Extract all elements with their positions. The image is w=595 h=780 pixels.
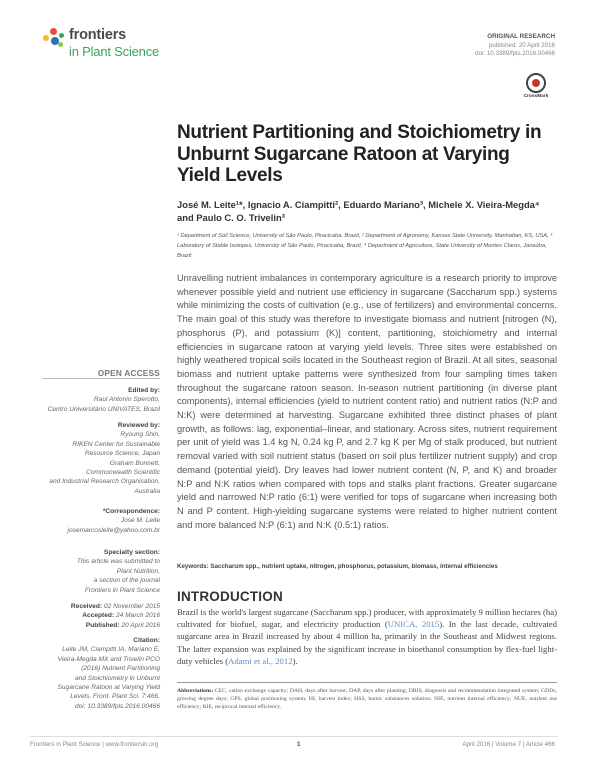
correspondence-name: José M. Leite xyxy=(120,517,160,525)
doi-link[interactable]: doi: 10.3389/fpls.2016.00466 xyxy=(475,50,555,57)
abbreviations: Abbreviations: CEC, cation exchange capacity; DAH, days after harvest; DAP, days after planting; DRIS, diagnosis and recommendation integrated system; GDDs, growing degree days; GPS, global positioning system; HI, harvest index; HSS, humic substances solution; NIE, nutrient internal efficiency; NUE, nutrient use efficiency; RIE, reciprocal internal efficiency. xyxy=(177,688,557,711)
footer-volume: April 2016 | Volume 7 | Article 466 xyxy=(462,741,555,748)
section-heading: Specialty section: xyxy=(103,549,160,556)
correspondence-section xyxy=(30,507,160,535)
specialty-line: Frontiers in Plant Science xyxy=(84,586,160,594)
published-date: published: 20 April 2016 xyxy=(488,41,555,49)
reviewer-line: and Industrial Research Organisation, xyxy=(49,478,160,486)
received-date: Received: 02 November 2015 xyxy=(70,603,160,610)
frontiers-logo-icon xyxy=(42,28,66,50)
dates-section xyxy=(30,602,160,630)
section-heading: Edited by: xyxy=(128,387,160,394)
article-meta xyxy=(475,33,555,59)
reviewer-line: Ryoung Shin, xyxy=(120,431,160,439)
article-type: ORIGINAL RESEARCH xyxy=(487,33,555,40)
reviewer-line: Graham Bonnett, xyxy=(109,459,160,467)
correspondence-email[interactable]: josemarcosleite@yahoo.com.br xyxy=(67,526,160,534)
section-heading-introduction: INTRODUCTION xyxy=(177,589,283,604)
published-date-side: Published: 20 April 2016 xyxy=(85,621,160,629)
citation-line: Sugarcane Ratoon at Varying Yield xyxy=(57,684,160,692)
reviewer-line: Australia xyxy=(134,487,160,495)
citation-line: (2016) Nutrient Partitioning xyxy=(81,665,160,673)
editor-line: Centro Universitário UNIVATES, Brazil xyxy=(47,405,160,413)
crossmark-label: CrossMark xyxy=(523,94,549,99)
specialty-line: Plant Nutrition, xyxy=(116,567,160,575)
reviewer-line: Resource Science, Japan xyxy=(84,450,160,458)
citation-doi[interactable]: doi: 10.3389/fpls.2016.00466 xyxy=(74,702,160,710)
section-heading: Citation: xyxy=(133,637,160,644)
citation-link[interactable]: Adami et al., 2012 xyxy=(228,655,293,666)
citation-section xyxy=(30,636,160,711)
article-title: Nutrient Partitioning and Stoichiometry in Unburnt Sugarcane Ratoon at Varying Yield Levels xyxy=(177,122,542,186)
citation-link[interactable]: UNICA, 2015 xyxy=(387,619,440,630)
accepted-date: Accepted: 24 March 2016 xyxy=(82,612,160,620)
specialty-line: This article was submitted to xyxy=(76,558,160,566)
journal-name: in Plant Science xyxy=(69,44,160,59)
sidebar-divider xyxy=(42,378,160,379)
introduction-paragraph: Brazil is the world's largest sugarcane (Saccharum spp.) producer, with approximately 9 million hectares (ha) cultivated for biofuel, sugar, and electricity production (UNICA, 2015). In the last decade, cultivated sugarcane area in Brazil increased by about 4 million ha, primarily in the Southeast and Midwest regions. The latter expansion was explained by the significant increase in bioethanol consumption by flex-fuel light-duty vehicles (Adami et al., 2012). xyxy=(177,607,557,666)
citation-line: Leite JM, Ciampitti IA, Mariano E, xyxy=(62,646,160,654)
reviewed-by-section xyxy=(30,421,160,496)
keywords: Keywords: Saccharum spp., nutrient uptake, nitrogen, phosphorus, potassium, biomass, internal efficiencies xyxy=(177,563,498,570)
section-heading: Reviewed by: xyxy=(117,422,160,429)
reviewer-line: RIKEN Center for Sustainable xyxy=(72,440,160,448)
page-number: 1 xyxy=(297,741,301,748)
affiliations: ¹ Department of Soil Science, University of São Paulo, Piracicaba, Brazil, ² Department of Agronomy, Kansas State University, Manhattan, KS, USA, ³ Laboratory of Stable Isotopes, University of São Paulo, Piracicaba, Brazil, ⁴ Department of Agriculture, State University of Montes Claros, Janaúba, Brazil xyxy=(177,233,553,259)
section-heading: *Correspondence: xyxy=(102,508,160,515)
specialty-line: a section of the journal xyxy=(93,577,160,585)
footnote-divider xyxy=(177,682,557,683)
footer-divider xyxy=(30,736,558,737)
specialty-section xyxy=(30,548,160,595)
brand-name: frontiers xyxy=(69,27,127,43)
open-access-label: OPEN ACCESS xyxy=(97,368,160,378)
reviewer-line: Commonwealth Scientific xyxy=(85,469,160,477)
edited-by-section xyxy=(30,386,160,414)
journal-logo xyxy=(42,26,202,66)
author-list: José M. Leite¹*, Ignacio A. Ciampitti², Eduardo Mariano³, Michele X. Vieira-Megda⁴ and Paulo C. O. Trivelin³ xyxy=(177,199,540,223)
editor-line: Raul Antonio Sperotto, xyxy=(93,396,160,404)
citation-line: and Stoichiometry in Unburnt xyxy=(74,674,160,682)
crossmark-icon xyxy=(526,73,546,93)
crossmark-badge[interactable] xyxy=(523,73,549,99)
abstract: Unravelling nutrient imbalances in contemporary agriculture is a research priority to improve whenever possible yield and nutrient use efficiency in sugarcane (Saccharum spp.) systems while minimizing the costs of cultivation (e.g., use of fertilizers) and environmental concerns. The main goal of this study was therefore to investigate biomass and nutrient [nitrogen (N), phosphorus (P), and potassium (K)] content, partitioning, stoichiometry and internal efficiencies in sugarcane ratoon at varying yield levels. Three sites were established on highly weathered tropical soils located in the Southeast region of Brazil. At all sites, seasonal biomass and nutrient uptake patterns were synthesized from four sampling times taken throughout the sugarcane ratoon season. In-season nutrient partitioning (in diverse plant components), internal efficiencies (yield to nutrient content ratio) and nutrient ratios (N:P and N:K) were determined at harvesting. Sugarcane exhibited three distinct phases of plant growth, as follows: lag, exponential–linear, and stationary. Across sites, nutrient requirement per unit of yield was 1.4 kg N, 0.24 kg P, and 2.7 kg K per Mg of stalk produced, but nutrient removal varied with soil nutrient status (based on soil plus fertilizer nutrient supply) and crop demand (potential yield). Dry leaves had lower nutrient content (N, P, and K) and broader N:P and N:K ratios when compared with tops and stalks plant fractions. Greater sugarcane yield and narrowed N:P ratio (6:1) were verified for tops of sugarcane when increasing both N and P content. High-yielding sugarcane systems were related to higher nutrient content and more balanced N:P (6:1) and N:K (0.5:1) ratios. xyxy=(177,273,557,530)
footer-journal[interactable]: Frontiers in Plant Science | www.frontiersin.org xyxy=(30,741,159,748)
citation-line: Levels. Front. Plant Sci. 7:466. xyxy=(70,693,160,701)
citation-line: Vieira-Megda MX and Trivelin PCO xyxy=(57,655,160,663)
